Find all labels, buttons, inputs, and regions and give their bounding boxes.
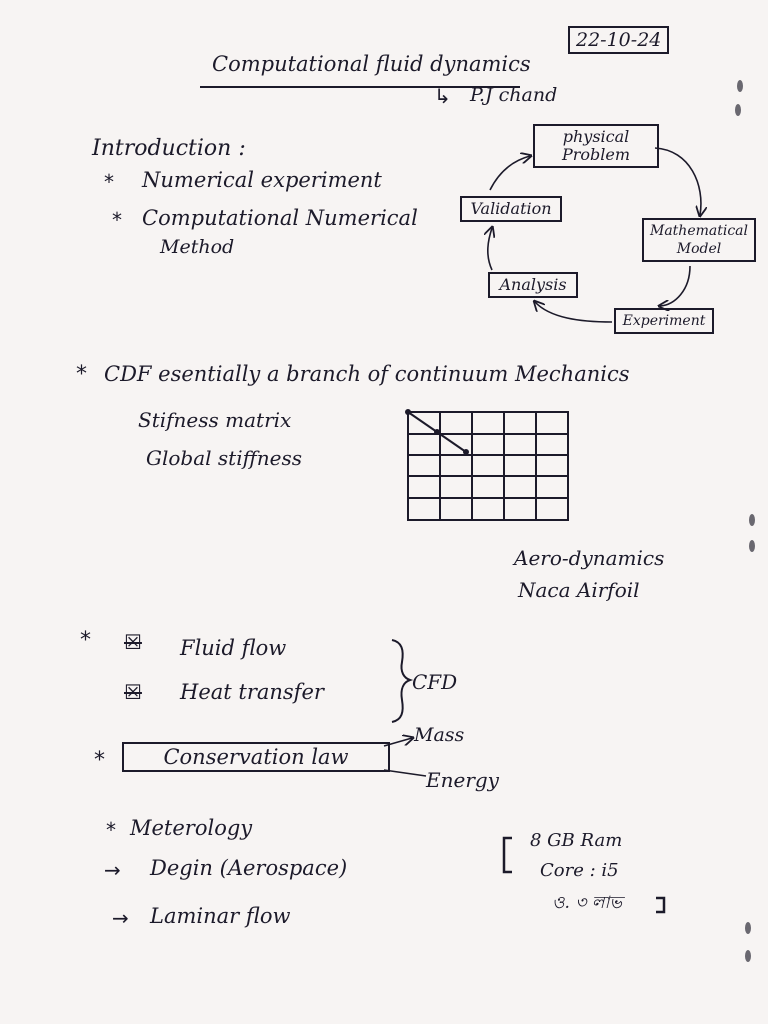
star-icon: * (112, 208, 122, 232)
experiment-box: Experiment (614, 308, 714, 334)
crossed-bullet-icon: ☒ (124, 680, 142, 704)
validation-box: Validation (460, 196, 562, 222)
star-icon: * (94, 748, 105, 773)
star-icon: * (104, 170, 114, 194)
date-box: 22-10-24 (568, 26, 669, 54)
page-title: Computational fluid dynamics (212, 52, 531, 76)
intro-item: Computational Numerical (142, 206, 418, 230)
spec-core: Core : i5 (540, 860, 619, 881)
intro-heading: Introduction : (92, 136, 246, 161)
naca-airfoil-label: Naca Airfoil (518, 578, 640, 602)
arrow-icon: → (112, 906, 129, 930)
star-icon: * (76, 362, 87, 387)
global-stiffness-label: Global stiffness (146, 446, 303, 470)
energy-label: Energy (426, 768, 499, 792)
meterology-heading: Meterology (130, 816, 253, 840)
box-line: Problem (561, 145, 631, 164)
author-arrow-icon: ↳ (434, 84, 451, 108)
star-icon: * (80, 628, 91, 653)
crossed-bullet-icon: ☒ (124, 630, 142, 654)
box-line: Model (676, 241, 722, 257)
design-item: Degin (Aerospace) (150, 856, 348, 880)
box-line: physical (562, 127, 630, 146)
star-icon: * (106, 818, 116, 842)
fluid-flow-item: Fluid flow (180, 636, 287, 660)
spec-note: ও. ৩ লাভ (552, 893, 623, 913)
stiffness-matrix-label: Stifness matrix (138, 408, 292, 432)
box-line: Mathematical (650, 223, 748, 239)
spec-ram: 8 GB Ram (530, 830, 623, 851)
mass-label: Mass (414, 724, 465, 746)
cfd-definition: CDF esentially a branch of continuum Mechanics (104, 362, 630, 386)
arrow-icon: → (104, 858, 121, 882)
cfd-label: CFD (412, 670, 458, 694)
author-name: P.J chand (470, 84, 558, 106)
heat-transfer-item: Heat transfer (180, 680, 324, 704)
laminar-flow-item: Laminar flow (150, 904, 291, 928)
intro-item: Method (160, 236, 235, 258)
aerodynamics-label: Aero-dynamics (514, 546, 665, 570)
intro-item: Numerical experiment (142, 168, 382, 192)
conservation-law-box: Conservation law (122, 742, 390, 772)
analysis-box: Analysis (488, 272, 578, 298)
